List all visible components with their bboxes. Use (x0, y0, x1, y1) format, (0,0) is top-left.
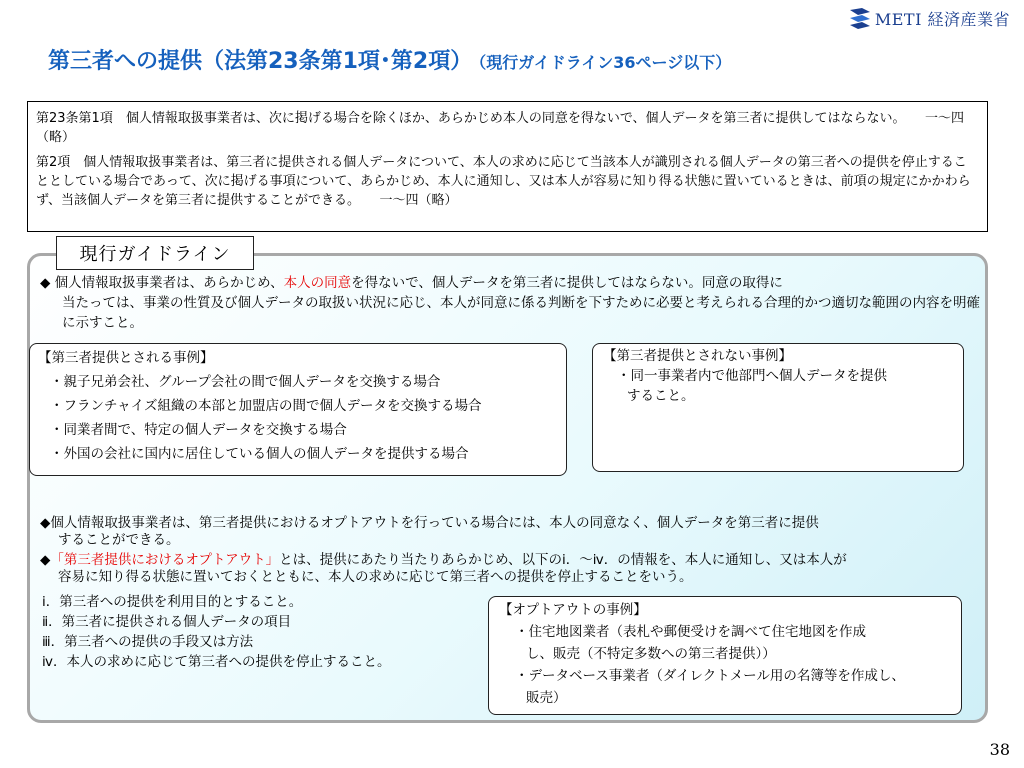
list-item-cont: 販売） (526, 690, 567, 706)
page-title (48, 44, 731, 75)
consent-bullet-pre: ◆ 個人情報取扱事業者は、あらかじめ、 (40, 275, 284, 291)
title-main: 第三者への提供（法第23条第1項･第2項） (48, 49, 473, 74)
third-party-cases-title: 【第三者提供とされる事例】 (38, 350, 214, 366)
list-item: ⅰ．第三者への提供を利用目的とすること。 (42, 594, 303, 610)
optout-items-list (42, 592, 390, 672)
optout-cases-box (488, 596, 962, 715)
optout-cases-title: 【オプトアウトの事例】 (499, 602, 647, 618)
list-item: ・フランチャイズ組織の本部と加盟店の間で個人データを交換する場合 (50, 398, 482, 414)
org-name: METI 経済産業省 (874, 9, 1010, 29)
consent-bullet (40, 273, 980, 333)
optout-paragraph-2 (40, 552, 980, 586)
list-item: ・同一事業者内で他部門へ個人データを提供 (617, 368, 887, 384)
page-number: 38 (989, 740, 1010, 759)
meti-logo (848, 6, 1010, 30)
non-third-party-cases-title: 【第三者提供とされない事例】 (603, 348, 792, 364)
list-item: ・外国の会社に国内に居住している個人の個人データを提供する場合 (50, 446, 469, 462)
consent-bullet-cont: 当たっては、事業の性質及び個人データの取扱い状況に応じ、本人が同意に係る判断を下すために必要と考えられる合理的かつ適切な範囲の内容を明確に示すこと。 (62, 295, 980, 331)
optout-description (40, 515, 980, 589)
title-subtitle: （現行ガイドライン36ページ以下） (478, 53, 732, 72)
consent-highlight: 本人の同意 (283, 275, 352, 291)
optout-paragraph-2-post: とは、提供にあたり当たりあらかじめ、以下のⅰ．～ⅳ．の情報を、本人に通知し、又は本人が (279, 552, 847, 568)
list-item: ・同業者間で、特定の個人データを交換する場合 (50, 422, 347, 438)
optout-definition-highlight: 「第三者提供におけるオプトアウト」 (50, 552, 280, 568)
list-item: ⅳ．本人の求めに応じて第三者への提供を停止すること。 (42, 654, 391, 670)
law-paragraph-2: 第2項 個人情報取扱事業者は、第三者に提供される個人データについて、本人の求めに応じて当該本人が識別される個人データの第三者への提供を停止することとしている場合であって、次に掲げる事項について、あらかじめ、本人に通知し、又は本人が容易に知り得る状態に置いているときは、前項の規定にかかわらず、当該個人データを第三者に提供することができる。 一～四（略） (36, 155, 971, 208)
optout-paragraph-1-text: ◆個人情報取扱事業者は、第三者提供におけるオプトアウトを行っている場合には、本人の同意なく、個人データを第三者に提供 (40, 515, 819, 531)
optout-paragraph-1-cont: することができる。 (58, 532, 180, 548)
list-item-cont: し、販売（不特定多数への第三者提供）） (526, 646, 776, 662)
list-item: ・親子兄弟会社、グループ会社の間で個人データを交換する場合 (50, 374, 441, 390)
list-item: ・住宅地図業者（表札や郵便受けを調べて住宅地図を作成 (515, 624, 866, 640)
optout-paragraph-2-pre: ◆ (40, 552, 51, 568)
law-paragraph-1: 第23条第1項 個人情報取扱事業者は、次に掲げる場合を除くほか、あらかじめ本人の同意を得ないで、個人データを第三者に提供してはならない。 一～四（略） (36, 111, 965, 145)
consent-bullet-post: を得ないで、個人データを第三者に提供してはならない。同意の取得に (351, 275, 783, 291)
optout-paragraph-1 (40, 515, 980, 549)
meti-logo-icon (848, 6, 872, 30)
optout-paragraph-2-cont: 容易に知り得る状態に置いておくとともに、本人の求めに応じて第三者への提供を停止することをいう。 (58, 569, 693, 585)
guideline-label: 現行ガイドライン (56, 236, 254, 270)
list-item: ⅱ．第三者に提供される個人データの項目 (42, 614, 292, 630)
law-text-box (27, 101, 988, 232)
list-item: ・データベース事業者（ダイレクトメール用の名簿等を作成し、 (515, 668, 905, 684)
third-party-cases-box (29, 343, 567, 476)
list-item: ⅲ．第三者への提供の手段又は方法 (42, 634, 254, 650)
list-item-cont: すること。 (627, 388, 695, 404)
non-third-party-cases-box (592, 343, 964, 472)
